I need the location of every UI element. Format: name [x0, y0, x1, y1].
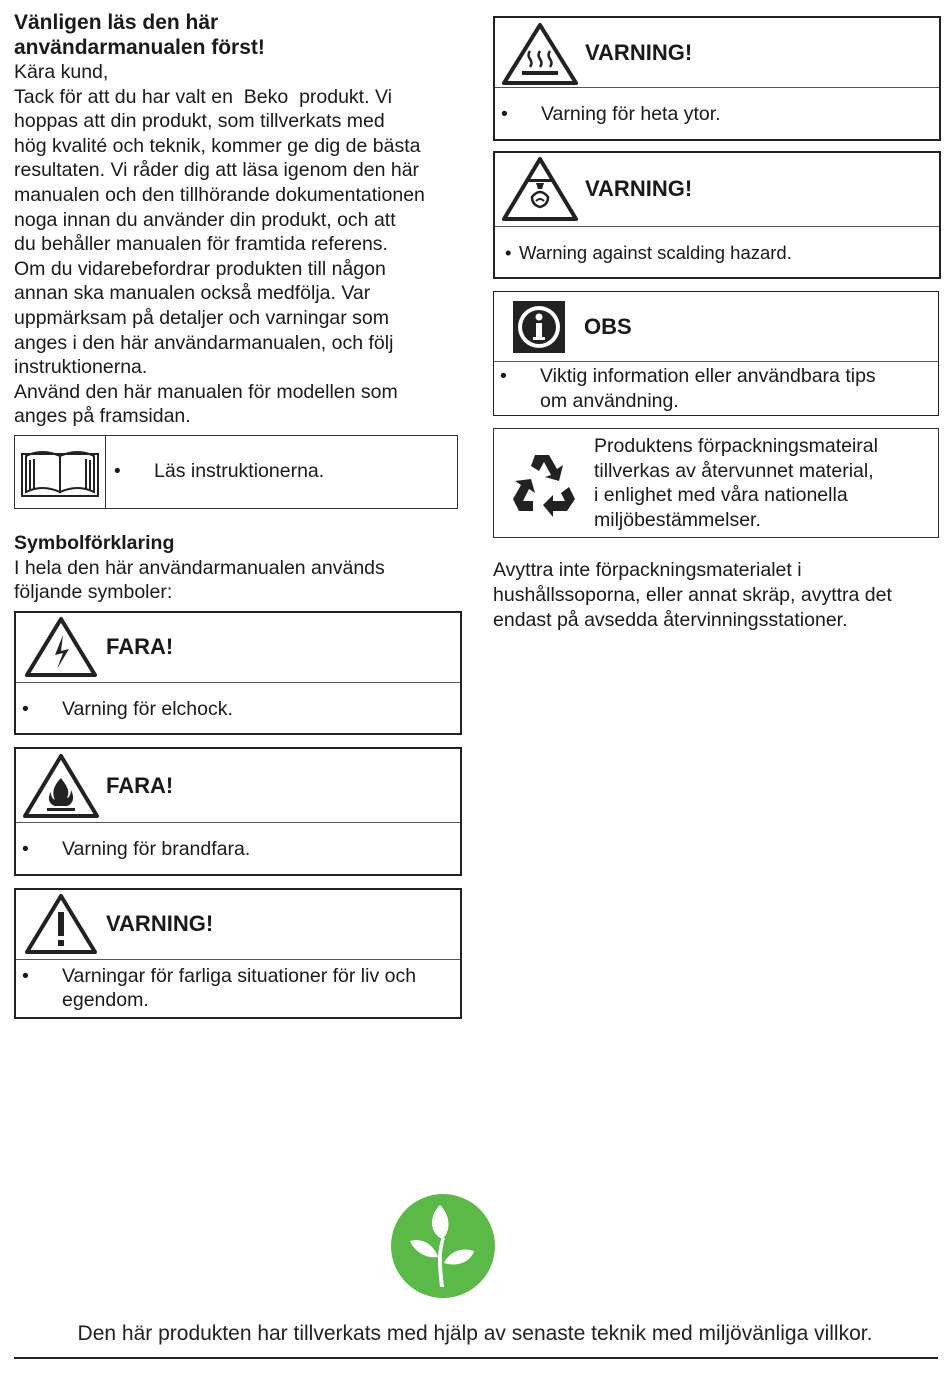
intro-line: hög kvalité och teknik, kommer ge dig de bästa	[14, 134, 421, 157]
warning-text-line1: Varningar för farliga situationer för liv och	[62, 964, 417, 987]
intro-paragraph	[14, 60, 460, 429]
left-column	[14, 10, 460, 1019]
info-box-obs	[493, 291, 939, 416]
open-book-icon	[15, 436, 106, 508]
disposal-line: hushållssoporna, eller annat skräp, avyttra det	[493, 583, 892, 606]
right-column	[493, 16, 940, 632]
warning-box-electric	[14, 611, 462, 736]
bullet: •	[114, 460, 121, 482]
electric-shock-icon	[16, 615, 106, 679]
intro-line: du behåller manualen för framtida referens.	[14, 233, 388, 256]
footer-divider	[14, 1357, 938, 1359]
recycle-text-line: tillverkas av återvunnet material,	[594, 459, 874, 482]
exclamation-warning-icon	[16, 892, 106, 956]
intro-line: Om du vidarebefordrar produkten till någon	[14, 257, 386, 280]
warning-label: FARA!	[106, 772, 174, 798]
warning-text: Varning för brandfara.	[62, 838, 251, 861]
info-icon	[494, 299, 584, 355]
intro-title-line1: Vänligen läs den här	[14, 11, 219, 34]
recycle-text-line: Produktens förpackningsmateiral	[594, 435, 878, 458]
intro-line: uppmärksam på detaljer och varningar som	[14, 306, 390, 329]
intro-line: resultaten. Vi råder dig att läsa igenom den här	[14, 159, 420, 182]
bullet: •	[22, 838, 29, 861]
intro-line: anges i den här användarmanualen, och följ	[14, 331, 394, 354]
footer-text: Den här produkten har tillverkats med hjälp av senaste teknik med miljövänliga villkor.	[77, 1322, 873, 1345]
recycle-text-line: i enlighet med våra nationella	[594, 484, 848, 507]
bullet: •	[505, 241, 512, 263]
recycle-icon	[494, 449, 594, 517]
warning-box-hot-surface	[493, 16, 941, 141]
warning-box-scalding	[493, 151, 941, 280]
info-text-line2: om användning.	[540, 389, 679, 412]
scalding-icon	[495, 155, 585, 223]
symbols-desc-line1: I hela den här användarmanualen används	[14, 556, 385, 579]
info-text-line1: Viktig information eller användbara tips	[540, 365, 876, 388]
warning-label: FARA!	[106, 634, 174, 660]
disposal-line: Avyttra inte förpackningsmaterialet i	[493, 559, 802, 582]
info-label: OBS	[584, 313, 632, 339]
hot-surface-icon	[495, 21, 585, 85]
intro-line: manualen och den tillhörande dokumentationen	[14, 183, 425, 206]
bullet: •	[501, 103, 508, 125]
warning-text-line2: egendom.	[62, 989, 149, 1012]
warning-text: Varning för elchock.	[62, 697, 233, 720]
fire-hazard-icon	[16, 752, 106, 820]
warning-label: VARNING!	[585, 39, 693, 65]
symbols-desc-line2: följande symboler:	[14, 581, 173, 604]
warning-text: Warning against scalding hazard.	[519, 241, 792, 263]
read-instructions-box	[14, 435, 458, 509]
intro-line: Använd den här manualen för modellen som	[14, 380, 398, 403]
warning-text: Varning för heta ytor.	[541, 103, 721, 125]
intro-title-line2: användarmanualen först!	[14, 36, 265, 59]
bullet: •	[22, 697, 29, 720]
eco-leaf-icon	[390, 1193, 496, 1299]
symbols-heading: Symbolförklaring	[14, 531, 175, 554]
bullet: •	[500, 365, 507, 388]
intro-line: annan ska manualen också medfölja. Var	[14, 282, 371, 305]
intro-line: Tack för att du har valt en Beko produkt. Vi	[14, 85, 392, 108]
intro-line: anges på framsidan.	[14, 405, 191, 428]
warning-label: VARNING!	[106, 911, 214, 937]
warning-label: VARNING!	[585, 176, 693, 202]
recycle-text-line: miljöbestämmelser.	[594, 508, 761, 531]
intro-line: noga innan du använder din produkt, och att	[14, 208, 396, 231]
read-instructions-text: Läs instruktionerna.	[154, 460, 325, 483]
warning-box-fire	[14, 747, 462, 876]
disposal-line: endast på avsedda återvinningsstationer.	[493, 608, 848, 631]
intro-line: instruktionerna.	[14, 356, 148, 379]
intro-line: hoppas att din produkt, som tillverkats med	[14, 110, 385, 133]
intro-line: Kära kund,	[14, 61, 109, 83]
recycle-box	[493, 428, 939, 538]
bullet: •	[22, 964, 29, 987]
warning-box-general	[14, 888, 462, 1019]
